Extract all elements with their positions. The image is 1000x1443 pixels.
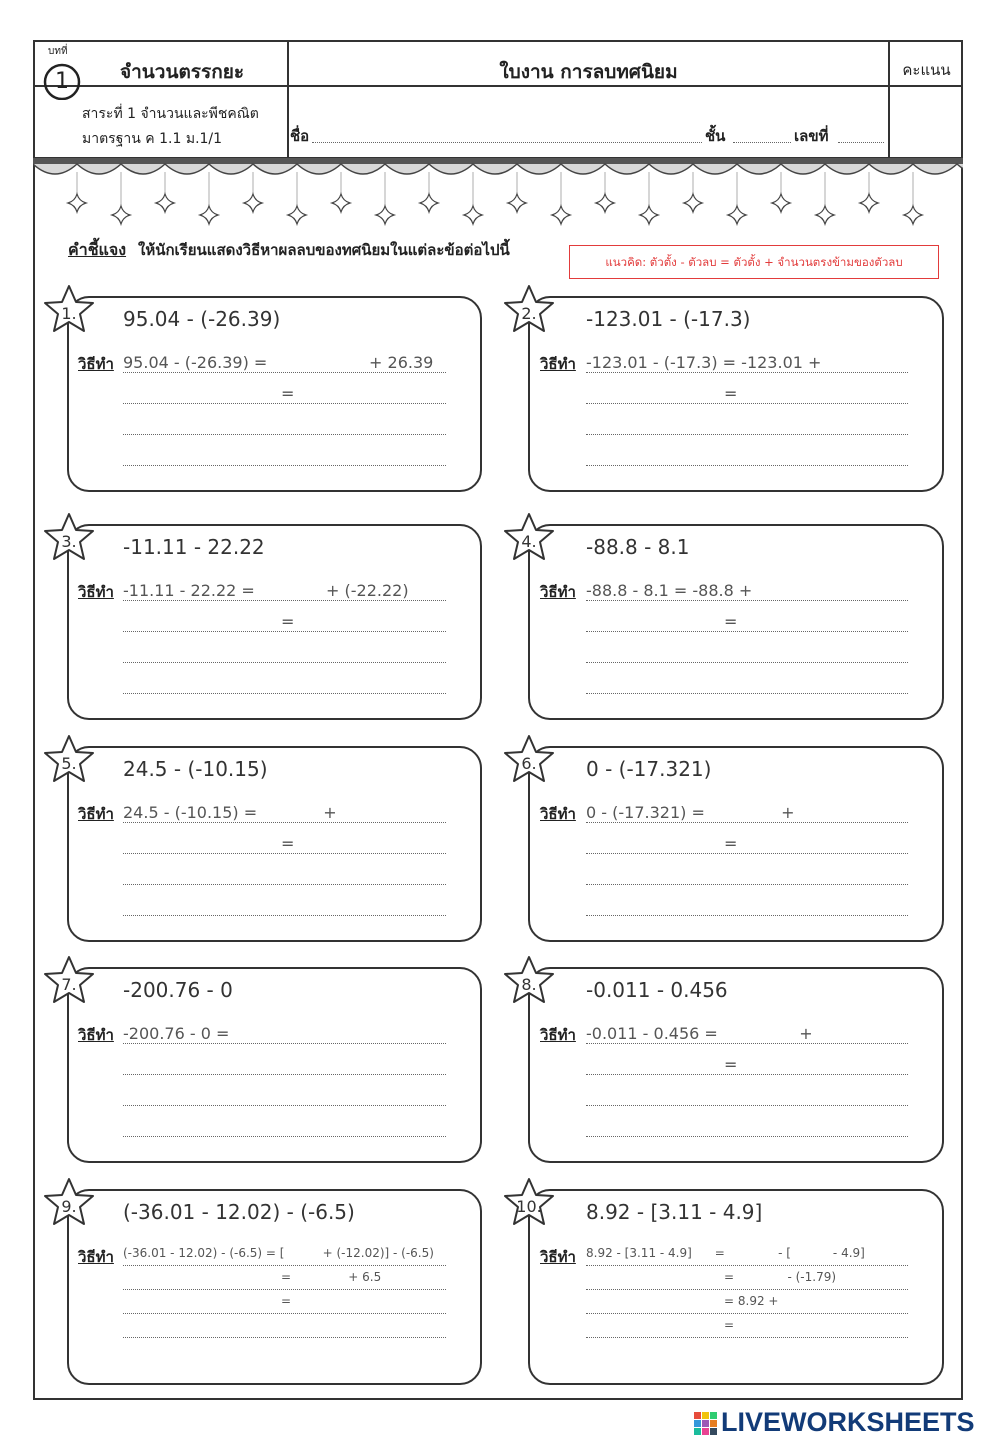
work-step: = — [724, 612, 738, 631]
problem-expression: -88.8 - 8.1 — [586, 535, 690, 559]
answer-line[interactable] — [123, 915, 446, 916]
answer-line[interactable] — [586, 853, 908, 854]
answer-line[interactable] — [586, 662, 908, 663]
score-label: คะแนน — [902, 61, 951, 79]
answer-line[interactable] — [123, 434, 446, 435]
problem-expression: -200.76 - 0 — [123, 978, 233, 1002]
answer-line[interactable] — [586, 631, 908, 632]
work-step-given: 0 - (-17.321) = + — [586, 803, 795, 822]
problem-number: 6. — [521, 754, 537, 773]
answer-line[interactable] — [123, 1043, 446, 1044]
chapter-number: 1 — [55, 69, 69, 94]
hint-box: แนวคิด: ตัวตั้ง - ตัวลบ = ตัวตั้ง + จำนวนตรงข้ามของตัวลบ — [569, 245, 939, 279]
work-step-given: -88.8 - 8.1 = -88.8 + — [586, 581, 753, 600]
logo-text: LIVEWORKSHEETS — [721, 1407, 975, 1437]
answer-line[interactable] — [586, 1136, 908, 1137]
answer-line[interactable] — [123, 1105, 446, 1106]
how-label: วิธีทำ — [540, 1248, 576, 1266]
answer-line[interactable] — [586, 1074, 908, 1075]
answer-line[interactable] — [123, 1265, 446, 1266]
problem-number: 2. — [521, 304, 537, 323]
instructions-label: คำชี้แจง — [68, 240, 127, 259]
class-field[interactable] — [733, 142, 791, 143]
how-label: วิธีทำ — [78, 355, 114, 373]
work-step: = + 6.5 — [281, 1270, 382, 1284]
answer-line[interactable] — [123, 1074, 446, 1075]
problem-number: 1. — [61, 304, 77, 323]
answer-line[interactable] — [586, 1265, 908, 1266]
answer-line[interactable] — [123, 662, 446, 663]
logo-icon — [693, 1411, 719, 1437]
answer-line[interactable] — [123, 600, 446, 601]
answer-line[interactable] — [586, 1043, 908, 1044]
work-step-given: 8.92 - [3.11 - 4.9] = - [ - 4.9] — [586, 1246, 865, 1260]
answer-line[interactable] — [123, 1313, 446, 1314]
problem-number: 8. — [521, 975, 537, 994]
answer-line[interactable] — [586, 1313, 908, 1314]
how-label: วิธีทำ — [540, 583, 576, 601]
answer-line[interactable] — [123, 1289, 446, 1290]
answer-line[interactable] — [123, 1337, 446, 1338]
name-label: ชื่อ — [290, 127, 310, 145]
number-label: เลขที่ — [794, 127, 829, 145]
problem-expression: (-36.01 - 12.02) - (-6.5) — [123, 1200, 355, 1224]
work-step: = — [281, 1294, 292, 1308]
problem-expression: -123.01 - (-17.3) — [586, 307, 751, 331]
how-label: วิธีทำ — [78, 1026, 114, 1044]
problem-number: 7. — [61, 975, 77, 994]
problem-number: 4. — [521, 532, 537, 551]
how-label: วิธีทำ — [78, 1248, 114, 1266]
answer-line[interactable] — [123, 372, 446, 373]
work-step-given: 24.5 - (-10.15) = + — [123, 803, 337, 822]
answer-line[interactable] — [123, 403, 446, 404]
number-field[interactable] — [838, 142, 884, 143]
work-step: = — [724, 1318, 735, 1332]
work-step: = - (-1.79) — [724, 1270, 837, 1284]
work-step: = — [724, 1055, 738, 1074]
worksheet-title: ใบงาน การลบทศนิยม — [499, 61, 678, 83]
answer-line[interactable] — [586, 1337, 908, 1338]
how-label: วิธีทำ — [540, 355, 576, 373]
answer-line[interactable] — [586, 372, 908, 373]
answer-line[interactable] — [123, 853, 446, 854]
answer-line[interactable] — [123, 884, 446, 885]
standard-text: มาตรฐาน ค 1.1 ม.1/1 — [82, 131, 223, 147]
score-field[interactable] — [890, 87, 963, 157]
answer-line[interactable] — [586, 403, 908, 404]
how-label: วิธีทำ — [78, 805, 114, 823]
answer-line[interactable] — [586, 884, 908, 885]
work-step: = — [281, 384, 295, 403]
work-step: = — [724, 384, 738, 403]
work-step: = — [281, 612, 295, 631]
answer-line[interactable] — [586, 822, 908, 823]
answer-line[interactable] — [586, 465, 908, 466]
problem-number: 3. — [61, 532, 77, 551]
work-step-given: -0.011 - 0.456 = + — [586, 1024, 813, 1043]
how-label: วิธีทำ — [78, 583, 114, 601]
problem-expression: -0.011 - 0.456 — [586, 978, 728, 1002]
work-step-given: -11.11 - 22.22 = + (-22.22) — [123, 581, 409, 600]
work-step: = — [281, 834, 295, 853]
work-step-given: -200.76 - 0 = — [123, 1024, 230, 1043]
problem-expression: 95.04 - (-26.39) — [123, 307, 281, 331]
answer-line[interactable] — [586, 1105, 908, 1106]
instructions-text: ให้นักเรียนแสดงวิธีหาผลลบของทศนิยมในแต่ละข้อต่อไปนี้ — [138, 241, 510, 259]
answer-line[interactable] — [123, 465, 446, 466]
answer-line[interactable] — [123, 631, 446, 632]
name-field[interactable] — [312, 142, 702, 143]
problem-expression: -11.11 - 22.22 — [123, 535, 265, 559]
how-label: วิธีทำ — [540, 1026, 576, 1044]
chapter-label: บทที่ — [48, 46, 68, 57]
work-step-given: -123.01 - (-17.3) = -123.01 + — [586, 353, 822, 372]
work-step: = 8.92 + — [724, 1294, 779, 1308]
problem-number: 10. — [516, 1197, 542, 1216]
answer-line[interactable] — [586, 693, 908, 694]
answer-line[interactable] — [123, 1136, 446, 1137]
strand-text: สาระที่ 1 จำนวนและพีชคณิต — [82, 106, 259, 122]
how-label: วิธีทำ — [540, 805, 576, 823]
answer-line[interactable] — [123, 693, 446, 694]
work-step: = — [724, 834, 738, 853]
problem-number: 5. — [61, 754, 77, 773]
problem-expression: 0 - (-17.321) — [586, 757, 712, 781]
problem-expression: 24.5 - (-10.15) — [123, 757, 268, 781]
class-label: ชั้น — [705, 127, 726, 145]
answer-line[interactable] — [586, 915, 908, 916]
answer-line[interactable] — [586, 434, 908, 435]
problem-number: 9. — [61, 1197, 77, 1216]
topic-title: จำนวนตรรกยะ — [120, 61, 245, 83]
answer-line[interactable] — [586, 600, 908, 601]
answer-line[interactable] — [123, 822, 446, 823]
work-step-given: (-36.01 - 12.02) - (-6.5) = [ + (-12.02)] - (-6.5) — [123, 1246, 434, 1260]
bunting-decoration — [33, 158, 963, 228]
problem-expression: 8.92 - [3.11 - 4.9] — [586, 1200, 763, 1224]
answer-line[interactable] — [586, 1289, 908, 1290]
work-step-given: 95.04 - (-26.39) = + 26.39 — [123, 353, 434, 372]
